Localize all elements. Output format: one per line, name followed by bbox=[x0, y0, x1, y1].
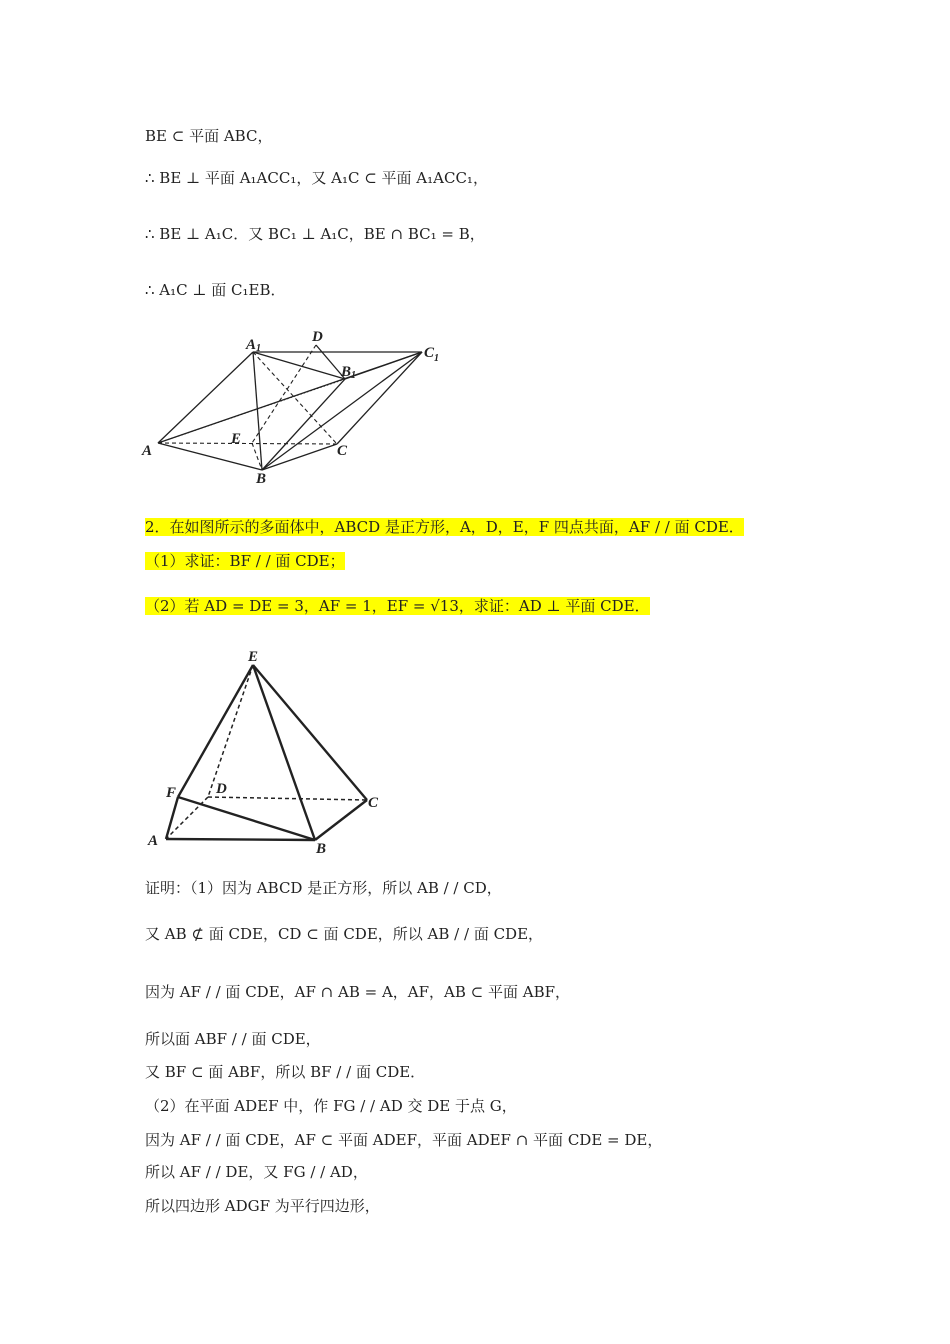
proof2-line3: 因为 AF / / 面 CDE，AF ∩ AB = A，AF，AB ⊂ 平面 ABF， bbox=[145, 983, 571, 1001]
edge-d-c-hidden bbox=[208, 797, 367, 800]
label-a: A bbox=[148, 833, 159, 849]
label-b: B bbox=[256, 471, 267, 487]
proof2-line8: 所以 AF / / DE，又 FG / / AD， bbox=[145, 1163, 368, 1181]
edge-e-c bbox=[253, 665, 367, 800]
problem2-q2-text: （2）若 AD = DE = 3，AF = 1，EF = √13，求证：AD ⊥ 平面 CDE． bbox=[145, 597, 650, 615]
edge-a1-a bbox=[158, 352, 253, 443]
proof2-line7: 因为 AF / / 面 CDE，AF ⊂ 平面 ADEF，平面 ADEF ∩ 平面 CDE = DE， bbox=[145, 1131, 663, 1149]
label-d: D bbox=[216, 781, 227, 797]
edge-a1-b bbox=[253, 352, 262, 470]
label-e: E bbox=[231, 431, 242, 447]
edge-a-c-hidden bbox=[158, 443, 337, 444]
label-b: B bbox=[316, 841, 327, 857]
edge-a1-c-hidden bbox=[253, 352, 337, 444]
label-c: C bbox=[368, 795, 379, 811]
proof2-line1: 证明：（1）因为 ABCD 是正方形，所以 AB / / CD， bbox=[145, 879, 502, 897]
edge-a-c1 bbox=[158, 352, 422, 443]
problem2-q1-text: （1）求证：BF / / 面 CDE； bbox=[145, 552, 345, 570]
label-e: E bbox=[248, 649, 259, 665]
label-b1: B1 bbox=[341, 364, 357, 381]
problem2-q2 bbox=[145, 596, 650, 616]
edge-f-b bbox=[178, 797, 315, 840]
proof2-line9: 所以四边形 ADGF 为平行四边形， bbox=[145, 1197, 380, 1215]
edge-e-f bbox=[178, 665, 253, 797]
edge-e-b bbox=[253, 665, 315, 840]
label-f: F bbox=[166, 785, 177, 801]
polyhedron-figure bbox=[145, 640, 395, 860]
label-c: C bbox=[337, 443, 348, 459]
proof2-line5: 又 BF ⊂ 面 ABF，所以 BF / / 面 CDE． bbox=[145, 1063, 426, 1081]
proof1-line4: ∴ A₁C ⊥ 面 C₁EB． bbox=[145, 281, 286, 299]
prism-figure bbox=[140, 325, 450, 490]
edge-a-b bbox=[158, 443, 262, 470]
problem2-q1 bbox=[145, 551, 345, 571]
label-c1: $C_1$ bbox=[424, 345, 440, 364]
edge-a-b bbox=[166, 839, 315, 840]
proof2-line2: 又 AB ⊄ 面 CDE，CD ⊂ 面 CDE，所以 AB / / 面 CDE， bbox=[145, 925, 544, 943]
edge-d-e-hidden bbox=[252, 345, 316, 443]
edge-a1-b1 bbox=[253, 352, 345, 379]
problem2-stem-text: 2．在如图所示的多面体中，ABCD 是正方形，A，D，E，F 四点共面，AF / / 面 CDE． bbox=[145, 518, 744, 536]
proof1-line1: BE ⊂ 平面 ABC， bbox=[145, 127, 273, 145]
problem2-stem bbox=[145, 517, 744, 537]
proof1-line3: ∴ BE ⊥ A₁C．又 BC₁ ⊥ A₁C，BE ∩ BC₁ = B， bbox=[145, 225, 485, 243]
label-d: D bbox=[312, 329, 323, 345]
proof1-line2: ∴ BE ⊥ 平面 A₁ACC₁，又 A₁C ⊂ 平面 A₁ACC₁， bbox=[145, 169, 488, 187]
proof2-line4: 所以面 ABF / / 面 CDE， bbox=[145, 1030, 321, 1048]
label-a1: A1 bbox=[246, 337, 262, 354]
label-a: A bbox=[142, 443, 153, 459]
proof2-line6: （2）在平面 ADEF 中，作 FG / / AD 交 DE 于点 G， bbox=[145, 1097, 517, 1115]
edge-b-c bbox=[315, 800, 367, 840]
